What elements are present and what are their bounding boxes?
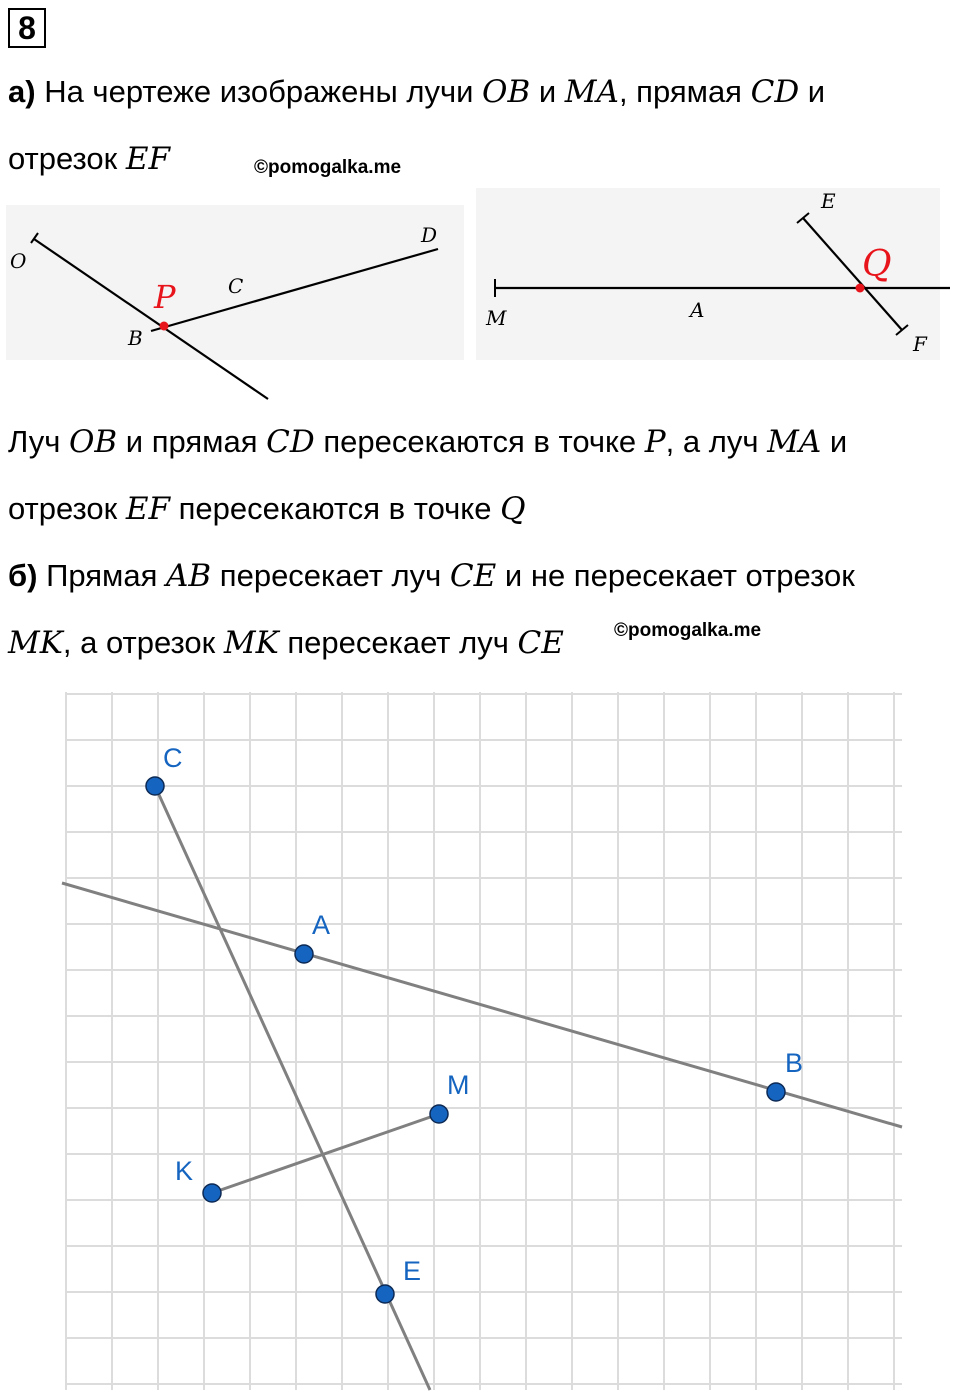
point-c — [146, 777, 164, 795]
point-e — [376, 1285, 394, 1303]
part-b-text: Прямая — [37, 558, 167, 593]
label-m: M — [486, 306, 507, 330]
label-d: D — [421, 223, 438, 247]
segment-mk: MK — [8, 625, 63, 661]
answer-text: , а луч — [665, 424, 768, 459]
label-point-e: E — [403, 1256, 422, 1286]
label-a: A — [690, 298, 705, 322]
label-b: B — [128, 326, 143, 350]
answer-line-cd: CD — [266, 424, 315, 460]
answer-ray-ma: MA — [767, 424, 822, 460]
line-ab: AB — [166, 558, 212, 594]
label-point-b: B — [785, 1048, 804, 1078]
point-b — [767, 1083, 785, 1101]
ray-ce-2: CE — [517, 625, 564, 661]
label-p: P — [154, 278, 176, 316]
part-b-label: б) — [8, 558, 38, 593]
answer-text: пересекаются в точке — [169, 491, 501, 526]
label-point-c: C — [163, 743, 183, 773]
and-1: и — [530, 74, 565, 109]
label-point-k: K — [175, 1156, 194, 1186]
problem-number: 8 — [8, 8, 46, 48]
label-f: F — [913, 332, 927, 356]
answer-ray-ob: OB — [68, 424, 118, 460]
answer-segment-ef: EF — [125, 491, 170, 527]
part-b-text: и не пересекает отрезок — [496, 558, 855, 593]
ray-ob: OB — [482, 74, 531, 110]
watermark-1: ©pomogalka.me — [254, 157, 402, 178]
label-q: Q — [862, 244, 892, 285]
ray-ce: CE — [449, 558, 497, 594]
line-cd: CD — [750, 74, 800, 110]
point-k — [203, 1184, 221, 1202]
answer-text: Луч — [8, 424, 69, 459]
answer-point-q: Q — [500, 491, 526, 527]
part-b-text: пересекает луч — [278, 625, 518, 660]
answer-point-p: P — [644, 424, 666, 460]
answer-text: отрезок — [8, 491, 126, 526]
part-a-intro-1: На чертеже изображены лучи — [35, 74, 483, 109]
label-o: O — [10, 249, 27, 273]
label-point-m: M — [447, 1070, 470, 1100]
answer-text: и — [821, 424, 848, 459]
part-a-label: а) — [8, 74, 36, 109]
segment-ef: EF — [125, 141, 170, 177]
and-2: и — [799, 74, 826, 109]
segment-word: отрезок — [8, 141, 126, 176]
part-b-text: , а отрезок — [62, 625, 224, 660]
part-b-text: пересекает луч — [211, 558, 450, 593]
answer-text: пересекаются в точке — [314, 424, 645, 459]
label-point-a: A — [312, 910, 331, 940]
part-a-intro-2: , прямая — [618, 74, 751, 109]
point-m — [430, 1105, 448, 1123]
label-e: E — [821, 189, 836, 213]
ray-ma: MA — [564, 74, 619, 110]
segment-mk-2: MK — [223, 625, 279, 661]
grid — [66, 692, 902, 1390]
watermark-2: ©pomogalka.me — [614, 620, 762, 641]
point-a — [295, 945, 313, 963]
answer-text: и прямая — [117, 424, 267, 459]
label-c: C — [228, 274, 244, 298]
